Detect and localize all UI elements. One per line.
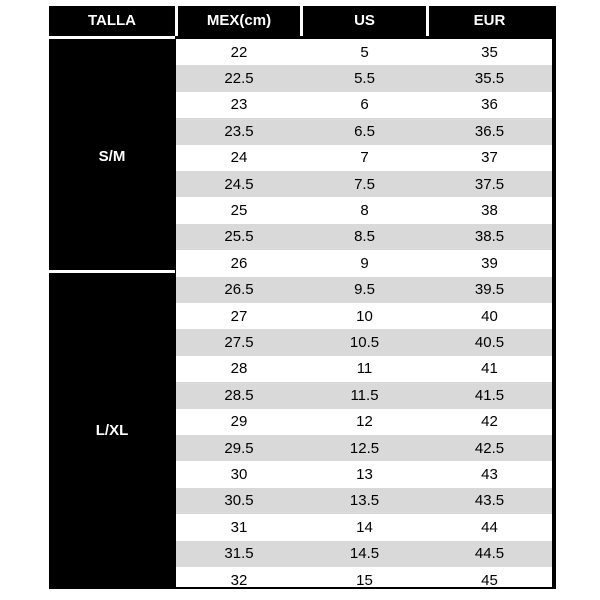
mex-cm-cell: 27.5: [224, 334, 254, 352]
header-divider: [175, 6, 178, 36]
table-row: [176, 514, 552, 540]
table-row: [176, 329, 552, 355]
eur-cell: 40.5: [474, 334, 505, 352]
table-row: [176, 39, 552, 65]
table-row: [176, 435, 552, 461]
us-cell: 11.5: [350, 386, 379, 404]
us-cell: 14.5: [349, 545, 380, 563]
table-row: [176, 118, 552, 144]
us-cell: 5: [360, 43, 369, 61]
us-cell: 8: [360, 202, 369, 220]
mex-cm-cell: 28.5: [224, 386, 254, 404]
group-label-l-xl: L/XL: [95, 421, 129, 439]
us-cell: 12.5: [349, 439, 380, 457]
table-row: [176, 382, 552, 408]
us-cell: 5.5: [354, 70, 375, 88]
us-cell: 10.5: [349, 334, 380, 352]
header-divider: [300, 6, 303, 36]
eur-cell: 44: [481, 518, 498, 536]
table-row: [176, 171, 552, 197]
eur-cell: 42.5: [474, 439, 505, 457]
mex-cm-cell: 30: [230, 466, 248, 484]
table-row: [176, 567, 552, 593]
mex-cm-cell: 29: [230, 413, 248, 431]
eur-cell: 37.5: [474, 175, 505, 193]
eur-cell: 38: [481, 202, 498, 220]
header-us: US: [354, 11, 375, 29]
header-mex-cm: MEX(cm): [206, 11, 272, 29]
us-cell: 7: [360, 149, 369, 167]
mex-cm-cell: 25.5: [224, 228, 254, 246]
eur-cell: 35.5: [474, 70, 505, 88]
us-cell: 13.5: [349, 492, 380, 510]
eur-cell: 39: [481, 254, 498, 272]
mex-cm-cell: 22: [230, 43, 248, 61]
mex-cm-cell: 23: [230, 96, 248, 114]
eur-cell: 43: [481, 466, 498, 484]
mex-cm-cell: 32: [230, 571, 248, 589]
eur-cell: 35: [481, 43, 498, 61]
table-row: [176, 145, 552, 171]
us-cell: 9: [360, 254, 369, 272]
us-cell: 10: [356, 307, 373, 325]
mex-cm-cell: 26.5: [224, 281, 254, 299]
eur-cell: 38.5: [474, 228, 505, 246]
header-divider: [426, 6, 429, 36]
us-cell: 9.5: [354, 281, 375, 299]
us-cell: 15: [356, 571, 373, 589]
mex-cm-cell: 31.5: [224, 545, 254, 563]
eur-cell: 43.5: [474, 492, 505, 510]
eur-cell: 44.5: [474, 545, 505, 563]
mex-cm-cell: 24: [230, 149, 248, 167]
eur-cell: 42: [481, 413, 498, 431]
us-cell: 11: [356, 360, 373, 378]
mex-cm-cell: 30.5: [224, 492, 254, 510]
eur-cell: 41.5: [474, 386, 505, 404]
mex-cm-cell: 28: [230, 360, 248, 378]
table-row: [176, 356, 552, 382]
header-talla: TALLA: [87, 11, 137, 29]
mex-cm-cell: 27: [230, 307, 248, 325]
table-row: [176, 461, 552, 487]
table-row: [176, 224, 552, 250]
group-label-s-m: S/M: [98, 147, 126, 165]
eur-cell: 40: [481, 307, 498, 325]
mex-cm-cell: 24.5: [224, 175, 254, 193]
table-row: [176, 277, 552, 303]
eur-cell: 41: [481, 360, 498, 378]
mex-cm-cell: 31: [230, 518, 248, 536]
table-row: [176, 197, 552, 223]
mex-cm-cell: 22.5: [224, 70, 254, 88]
mex-cm-cell: 23.5: [224, 122, 254, 140]
mex-cm-cell: 25: [230, 202, 248, 220]
us-cell: 8.5: [354, 228, 375, 246]
mex-cm-cell: 29.5: [224, 439, 254, 457]
us-cell: 6.5: [354, 122, 375, 140]
eur-cell: 39.5: [474, 281, 505, 299]
table-row: [176, 65, 552, 91]
table-row: [176, 303, 552, 329]
eur-cell: 36: [481, 96, 498, 114]
us-cell: 7.5: [354, 175, 375, 193]
table-row: [176, 92, 552, 118]
us-cell: 12: [356, 413, 373, 431]
table-row: [176, 250, 552, 276]
table-row: [176, 409, 552, 435]
us-cell: 14: [356, 518, 373, 536]
size-chart-table: [49, 6, 556, 589]
table-row: [176, 488, 552, 514]
header-eur: EUR: [473, 11, 506, 29]
eur-cell: 45: [481, 571, 498, 589]
eur-cell: 36.5: [474, 122, 505, 140]
table-row: [176, 541, 552, 567]
us-cell: 6: [360, 96, 369, 114]
eur-cell: 37: [481, 149, 498, 167]
us-cell: 13: [356, 466, 373, 484]
mex-cm-cell: 26: [230, 254, 248, 272]
size-rows: [176, 39, 552, 587]
